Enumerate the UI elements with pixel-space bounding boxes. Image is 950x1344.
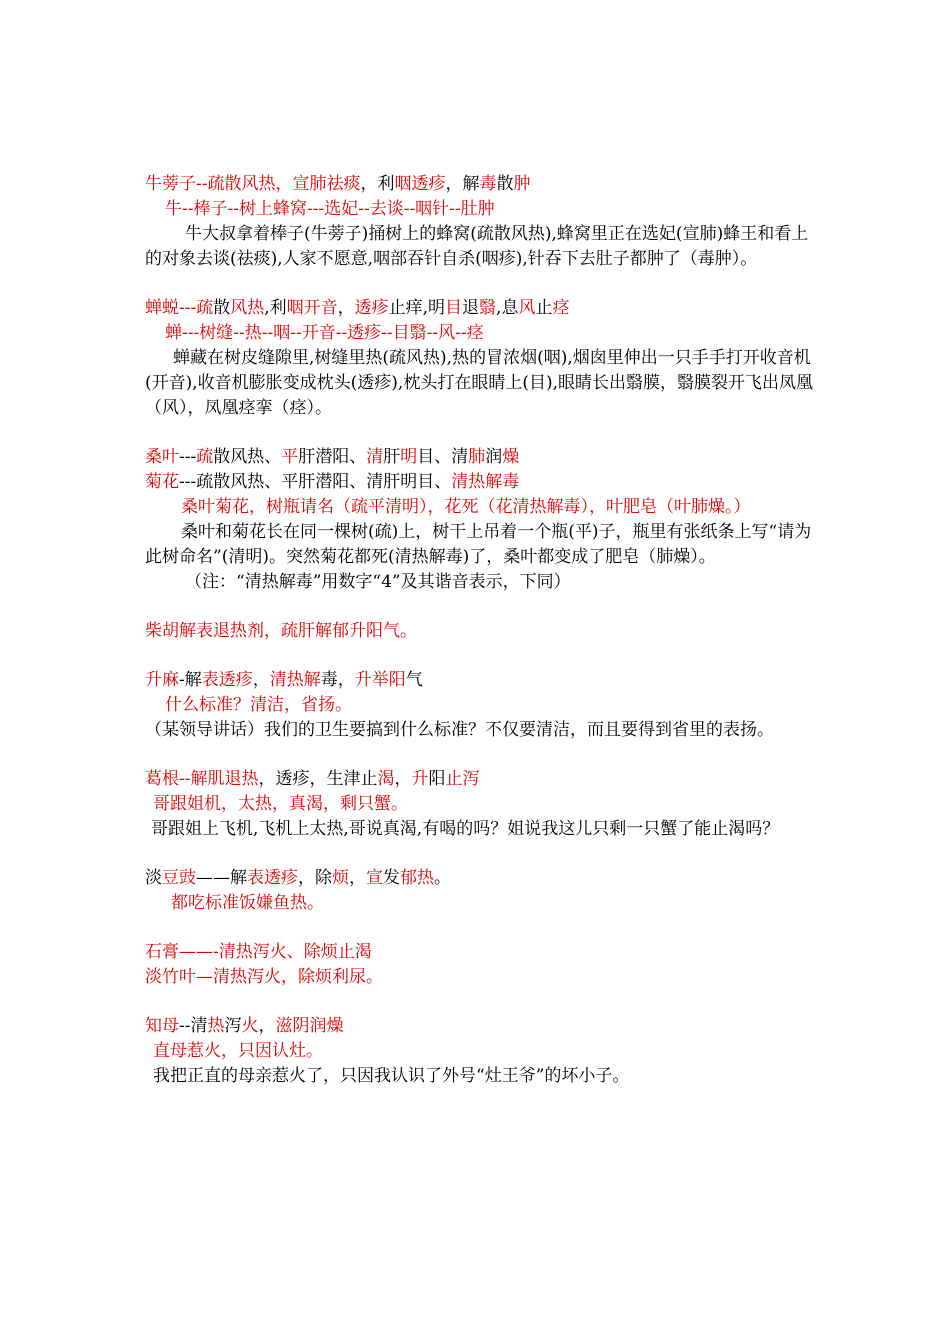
chantui-p4: 风热 [230, 298, 265, 318]
juhua-mnemonic: 桑叶菊花，树瓶请名（疏平清明），花死（花清热解毒），叶肥皂（叶肺燥。） [181, 497, 751, 517]
chantui-p6: 咽开音 [286, 298, 338, 318]
chantui-mnemonic: 蝉---树缝--热--咽--开音--透疹--目翳--风--痉 [165, 323, 484, 343]
shengma-heading [145, 668, 815, 693]
dandouchi-p7: ， [349, 868, 366, 888]
danzhuye-line: 淡竹叶—清热泻火，除烦利尿。 [145, 967, 383, 987]
dandouchi-heading [145, 866, 815, 891]
zhimu-story: 我把正直的母亲惹火了，只因我认识了外号“灶王爷”的坏小子。 [153, 1066, 630, 1086]
chantui-p14: 风 [518, 298, 536, 318]
gegen-p6: 阳 [428, 769, 446, 789]
sangye-p1: 桑叶 [145, 447, 179, 467]
shengma-p3: 表 [201, 670, 219, 690]
chantui-story [145, 346, 815, 421]
shengma-p2: -解 [179, 670, 202, 690]
gegen-p7: 止泻 [445, 769, 480, 789]
niubangzi-p4: 咽透疹 [394, 174, 446, 194]
sangye-p7: 清 [366, 447, 384, 467]
zhimu-heading [145, 1014, 815, 1039]
dandouchi-p9: 发 [383, 868, 400, 888]
chantui-p8: 透疹 [354, 298, 389, 318]
juhua-p3: 清热解毒 [451, 472, 520, 492]
shengma-p6: 清热解 [269, 670, 321, 690]
chantui-p12: 翳 [479, 298, 497, 318]
dandouchi-p2: 豆豉 [162, 868, 196, 888]
dandouchi-p1: 淡 [145, 868, 162, 888]
shengma-mnemonic: 什么标准？清洁，省扬。 [165, 695, 352, 715]
gegen-p4: ， [394, 769, 412, 789]
dandouchi-p4: 表透疹 [247, 868, 298, 888]
chantui-p2: 疏 [196, 298, 214, 318]
niubangzi-p3: ，利 [360, 174, 395, 194]
niubangzi-story [145, 222, 815, 272]
chantui-p7: ， [337, 298, 355, 318]
shengma-p10: 气 [405, 670, 423, 690]
gegen-p3: 渴 [377, 769, 395, 789]
zhimu-p6: ， [258, 1016, 276, 1036]
gegen-story-text: 哥跟姐上飞机,飞机上太热,哥说真渴,有喝的吗？姐说我这儿只剩一只蟹了能止渴吗？ [151, 819, 780, 839]
juhua-story-text: 桑叶和菊花长在同一棵树(疏)上，树干上吊着一个瓶(平)子，瓶里有张纸条上写“请为此树命名”(清明)。突然菊花都死(清热解毒)了，桑叶都变成了肥皂（肺燥）。 [145, 522, 812, 567]
document-page [145, 172, 815, 1089]
sangye-heading [145, 445, 815, 470]
niubangzi-p5: ，解 [445, 174, 480, 194]
juhua-heading [145, 470, 815, 495]
niubangzi-mnemonic: 牛--棒子--树上蜂窝---选妃--去谈--咽针--肚肿 [165, 199, 495, 219]
dandouchi-mnemonic: 都吃标准饭嫌鱼热。 [171, 893, 324, 913]
dandouchi-p8: 宣 [366, 868, 383, 888]
chantui-story-text: 蝉藏在树皮缝隙里,树缝里热(疏风热),热的冒浓烟(咽),烟囱里伸出一只手手打开收音机(开音),收音机膨胀变成枕头(透疹),枕头打在眼睛上(目),眼睛长出翳膜，翳膜裂开飞出凤凰（风），凤凰痉挛（痉）。 [145, 348, 814, 418]
chantui-p9: 止痒,明 [388, 298, 446, 318]
sangye-p8: 肝 [383, 447, 401, 467]
chantui-p16: 痉 [552, 298, 570, 318]
dandouchi-p11: 。 [434, 868, 451, 888]
shengma-p4: 透疹 [218, 670, 253, 690]
chantui-heading [145, 296, 815, 321]
shengma-p7: 毒， [320, 670, 355, 690]
chantui-p5: ,利 [264, 298, 287, 318]
shengma-p9: 阳 [388, 670, 406, 690]
sangye-p12: 润 [485, 447, 503, 467]
sangye-p11: 肺 [468, 447, 486, 467]
shengma-p5: ， [252, 670, 270, 690]
sangye-p13: 燥 [502, 447, 520, 467]
niubangzi-p6: 毒 [479, 174, 497, 194]
dandouchi-p3: ——解 [196, 868, 247, 888]
zhimu-mnemonic: 直母惹火，只因认灶。 [153, 1041, 323, 1061]
niubangzi-heading [145, 172, 815, 197]
juhua-story [145, 520, 815, 570]
zhimu-p5: 火 [241, 1016, 259, 1036]
shengma-p8: 升举 [354, 670, 389, 690]
sangye-p2: --- [179, 447, 197, 467]
gegen-p5: 升 [411, 769, 429, 789]
zhimu-p3: 热 [207, 1016, 225, 1036]
dandouchi-p5: ，除 [298, 868, 332, 888]
dandouchi-p10: 郁热 [400, 868, 434, 888]
gegen-mnemonic: 哥跟姐机，太热，真渴，剩只蟹。 [153, 794, 408, 814]
juhua-note: （注：“清热解毒”用数字“4”及其谐音表示，下同） [185, 572, 571, 592]
chantui-p1: 蝉蜕--- [145, 298, 197, 318]
niubangzi-p1: 牛蒡子--疏散风热， [145, 174, 293, 194]
zhimu-p2: --清 [179, 1016, 208, 1036]
sangye-p10: 目、清 [417, 447, 469, 467]
chaihu-line: 柴胡解表退热剂，疏肝解郁升阳气。 [145, 621, 417, 641]
shengma-story: （某领导讲话）我们的卫生要搞到什么标准？不仅要清洁，而且要得到省里的表扬。 [145, 720, 774, 740]
sangye-p4: 散风热、 [213, 447, 282, 467]
niubangzi-p2: 宣肺祛痰 [292, 174, 361, 194]
shengma-p1: 升麻 [145, 670, 179, 690]
gegen-p1: 葛根--解肌退热 [145, 769, 259, 789]
gegen-heading [145, 767, 815, 792]
gegen-story [145, 817, 815, 842]
shigao-line: 石膏——-清热泻火、除烦止渴 [145, 942, 372, 962]
chantui-p10: 目 [445, 298, 463, 318]
niubangzi-story-text: 牛大叔拿着棒子(牛蒡子)捅树上的蜂窝(疏散风热),蜂窝里正在选妃(宣肺)蜂王和看上的对象去谈(祛痰),人家不愿意,咽部吞针自杀(咽疹),针吞下去肚子都肿了（毒肿）。 [145, 224, 809, 269]
zhimu-p4: 泻 [224, 1016, 242, 1036]
sangye-p6: 肝潜阳、 [298, 447, 367, 467]
niubangzi-p8: 肿 [513, 174, 531, 194]
sangye-p9: 明 [400, 447, 418, 467]
zhimu-p7: 滋阴润燥 [275, 1016, 344, 1036]
chantui-p15: 止 [535, 298, 553, 318]
chantui-p3: 散 [213, 298, 231, 318]
chantui-p11: 退 [462, 298, 480, 318]
juhua-p1: 菊花 [145, 472, 179, 492]
zhimu-p1: 知母 [145, 1016, 179, 1036]
niubangzi-p7: 散 [496, 174, 514, 194]
juhua-p2: ---疏散风热、平肝潜阳、清肝明目、 [179, 472, 452, 492]
gegen-p2: ，透疹，生津止 [258, 769, 378, 789]
dandouchi-p6: 烦 [332, 868, 349, 888]
sangye-p3: 疏 [196, 447, 214, 467]
sangye-p5: 平 [281, 447, 299, 467]
chantui-p13: ,息 [496, 298, 519, 318]
